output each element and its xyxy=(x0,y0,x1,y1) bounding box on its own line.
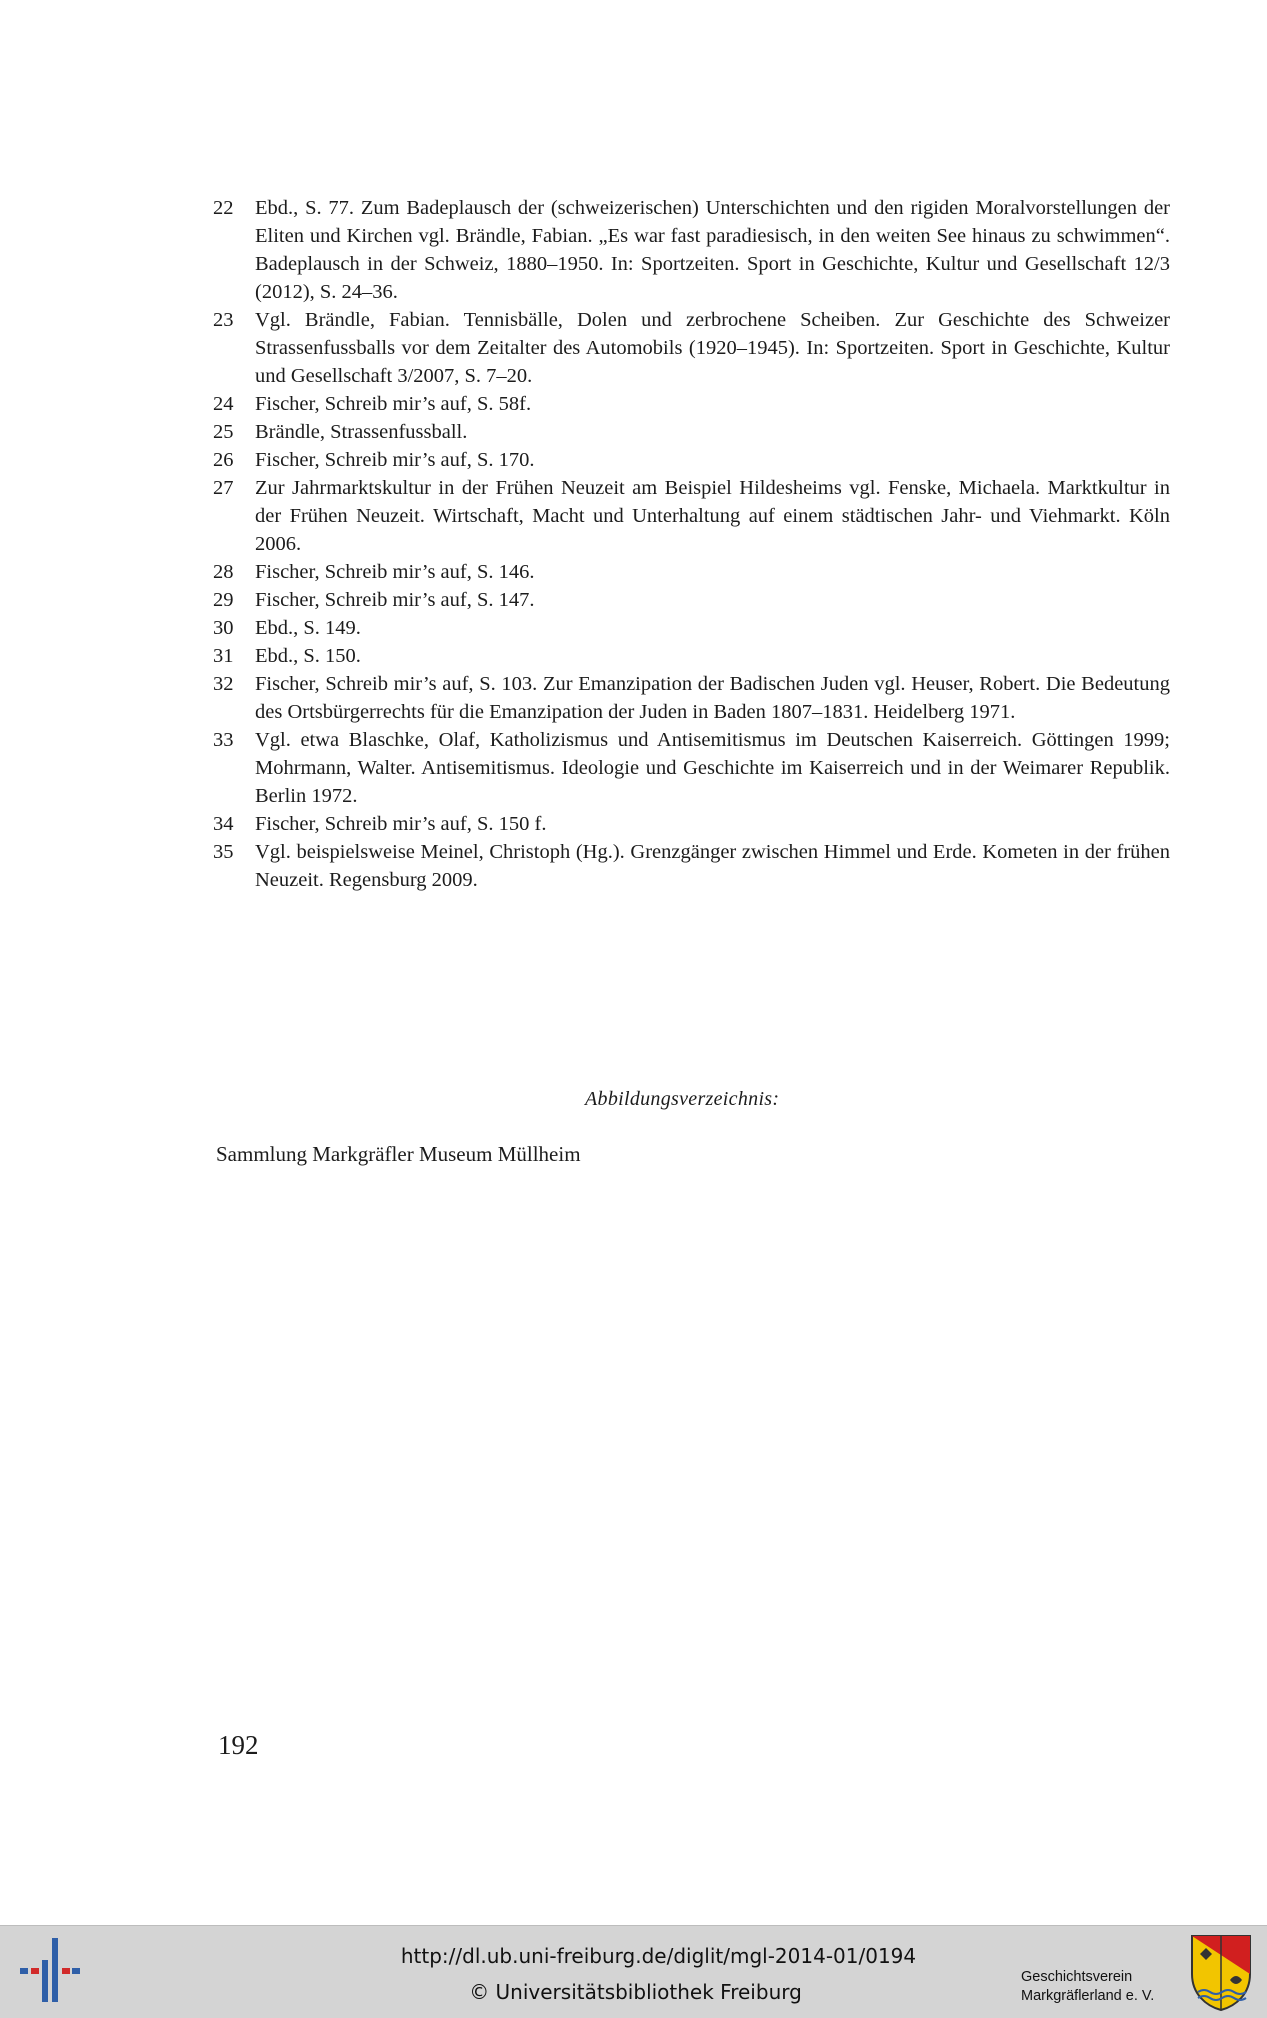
footnote-item xyxy=(213,390,1170,418)
society-name-line2: Markgräflerland e. V. xyxy=(1021,1988,1155,2004)
figure-source-credit: Sammlung Markgräfler Museum Müllheim xyxy=(216,1142,581,1166)
footnote-text: Ebd., S. 149. xyxy=(255,617,361,639)
footnote-item xyxy=(213,306,1170,390)
footnote-item xyxy=(213,418,1170,446)
society-crest-icon[interactable] xyxy=(1190,1934,1252,2012)
footnote-text: Vgl. Brändle, Fabian. Tennisbälle, Dolen und zerbrochene Scheiben. Zur Geschichte des Schweizer Strassenfussballs vor dem Zeitalter des Automobils (1920–1945). In: Sportzeiten. Sport in Geschichte, Kultur und Gesellschaft 3/2007, S. 7–20. xyxy=(255,309,1170,387)
footnote-item xyxy=(213,726,1170,810)
footnote-text: Vgl. beispielsweise Meinel, Christoph (Hg.). Grenzgänger zwischen Himmel und Erde. Kometen in der frühen Neuzeit. Regensburg 2009. xyxy=(255,841,1170,891)
footnote-number: 33 xyxy=(213,729,234,751)
footnote-number: 25 xyxy=(213,421,234,443)
footnote-item xyxy=(213,586,1170,614)
footnote-number: 26 xyxy=(213,449,234,471)
society-name xyxy=(1021,1968,1154,2006)
footnote-text: Vgl. etwa Blaschke, Olaf, Katholizismus und Antisemitismus im Deutschen Kaiserreich. Göttingen 1999; Mohrmann, Walter. Antisemitismus. Ideologie und Geschichte im Kaiserreich und in der Weimarer Republik. Berlin 1972. xyxy=(255,729,1170,807)
viewer-footer xyxy=(0,1925,1267,2018)
footnote-number: 23 xyxy=(213,309,234,331)
society-name-line1: Geschichtsverein xyxy=(1021,1969,1133,1985)
footnote-text: Fischer, Schreib mir’s auf, S. 170. xyxy=(255,449,535,471)
footnote-number: 27 xyxy=(213,477,234,499)
permalink-url[interactable]: http://dl.ub.uni-freiburg.de/diglit/mgl-2014-01/0194 xyxy=(400,1944,917,1968)
footnote-number: 24 xyxy=(213,393,234,415)
footnote-list xyxy=(213,194,1170,894)
footnote-number: 30 xyxy=(213,617,234,639)
footnote-number: 31 xyxy=(213,645,234,667)
footnote-item xyxy=(213,474,1170,558)
footnote-text: Fischer, Schreib mir’s auf, S. 150 f. xyxy=(255,813,547,835)
footnote-item xyxy=(213,670,1170,726)
figure-index-heading: Abbildungsverzeichnis: xyxy=(585,1088,780,1110)
copyright-notice: © Universitätsbibliothek Freiburg xyxy=(469,1980,802,2004)
footnote-number: 22 xyxy=(213,197,234,219)
footnote-number: 34 xyxy=(213,813,234,835)
footnote-number: 29 xyxy=(213,589,234,611)
footnote-item xyxy=(213,614,1170,642)
footnote-item xyxy=(213,446,1170,474)
footnote-item xyxy=(213,558,1170,586)
footnote-number: 32 xyxy=(213,673,234,695)
footnote-item xyxy=(213,810,1170,838)
footnote-text: Ebd., S. 150. xyxy=(255,645,361,667)
footnote-text: Fischer, Schreib mir’s auf, S. 103. Zur Emanzipation der Badischen Juden vgl. Heuser, Robert. Die Bedeutung des Ortsbürgerrechts für die Emanzipation der Juden in Baden 1807–1831. Heidelberg 1971. xyxy=(255,673,1170,723)
footnote-text: Fischer, Schreib mir’s auf, S. 147. xyxy=(255,589,535,611)
footnote-number: 35 xyxy=(213,841,234,863)
footnote-number: 28 xyxy=(213,561,234,583)
footnote-item xyxy=(213,194,1170,306)
footnote-item xyxy=(213,838,1170,894)
footnote-text: Fischer, Schreib mir’s auf, S. 146. xyxy=(255,561,535,583)
footnote-text: Fischer, Schreib mir’s auf, S. 58f. xyxy=(255,393,532,415)
footnote-text: Brändle, Strassenfussball. xyxy=(255,421,468,443)
footnote-item xyxy=(213,642,1170,670)
footnote-text: Ebd., S. 77. Zum Badeplausch der (schweizerischen) Unterschichten und den rigiden Moralvorstellungen der Eliten und Kirchen vgl. Brändle, Fabian. „Es war fast paradiesisch, in den weiten See hinaus zu schwimmen“. Badeplausch in der Schweiz, 1880–1950. In: Sportzeiten. Sport in Geschichte, Kultur und Gesellschaft 12/3 (2012), S. 24–36. xyxy=(255,197,1170,303)
footnote-text: Zur Jahrmarktskultur in der Frühen Neuzeit am Beispiel Hildesheims vgl. Fenske, Michaela. Marktkultur in der Frühen Neuzeit. Wirtschaft, Macht und Unterhaltung auf einem städtischen Jahr- und Viehmarkt. Köln 2006. xyxy=(255,477,1170,555)
page-number: 192 xyxy=(218,1730,259,1760)
